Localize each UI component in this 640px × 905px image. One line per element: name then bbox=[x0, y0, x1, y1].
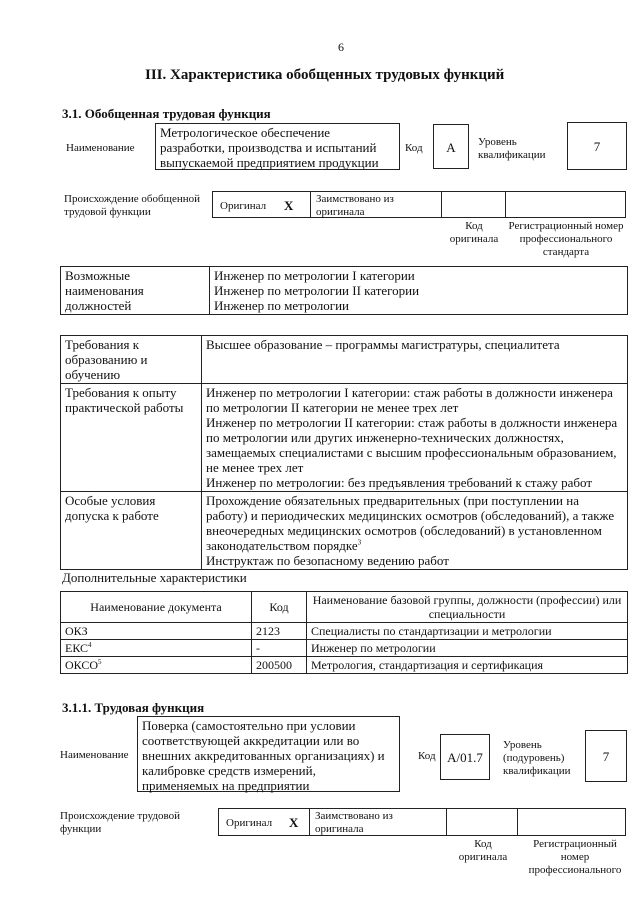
req-education-label: Требования к образованию и обучению bbox=[61, 336, 202, 384]
gtf-heading: 3.1. Обобщенная трудовая функция bbox=[62, 106, 271, 121]
additional-heading: Дополнительные характеристики bbox=[62, 570, 247, 585]
req-special-label: Особые условия допуска к работе bbox=[61, 492, 202, 570]
tf-original-label: Оригинал bbox=[226, 817, 273, 829]
gtf-name-value: Метрологическое обеспечение разработки, производства и испытаний выпускаемой предприятием продукции bbox=[155, 123, 400, 170]
position-item: Инженер по метрологии bbox=[214, 298, 350, 313]
req-special-line: Прохождение обязательных предварительных (при поступлении на работу) и периодических медицинских осмотров (обследований), а также внеочередных медицинских осмотров (обследований) в установленном законодательством порядке$^3$ bbox=[206, 493, 615, 553]
req-experience-line: Инженер по метрологии II категории: стаж работы в должности инженера по метрологии или других инженерно-технических должностях, замещаемых специалистами с высшим профессиональным образованием, не менее трех лет bbox=[206, 415, 618, 475]
page-number: 6 bbox=[338, 40, 344, 54]
tf-original-mark: X bbox=[289, 815, 299, 830]
group-name: Инженер по метрологии bbox=[307, 640, 628, 657]
tf-code-value: А/01.7 bbox=[440, 734, 490, 780]
tf-level-value: 7 bbox=[585, 730, 627, 782]
additional-header-code: Код bbox=[252, 592, 307, 623]
tf-level-label: Уровень (подуровень) квалификации bbox=[503, 739, 571, 777]
doc-code: 200500 bbox=[252, 657, 307, 674]
table-row: ЕКС$^4$ - Инженер по метрологии bbox=[61, 640, 628, 657]
req-experience-line: Инженер по метрологии I категории: стаж работы в должности инженера по метрологии II категории не менее трех лет bbox=[206, 385, 613, 415]
tf-origin-label: Происхождение трудовой функции bbox=[60, 810, 181, 835]
doc-name: ОКСО bbox=[65, 658, 99, 672]
position-item: Инженер по метрологии I категории bbox=[214, 268, 415, 283]
gtf-level-label: Уровень квалификации bbox=[478, 136, 546, 161]
gtf-level-value: 7 bbox=[567, 122, 627, 170]
doc-name: ОКЗ bbox=[65, 624, 88, 638]
gtf-code-label: Код bbox=[405, 142, 423, 154]
section-title: III. Характеристика обобщенных трудовых функций bbox=[145, 67, 505, 83]
requirements-table bbox=[60, 335, 628, 570]
gtf-borrowed-label: Заимствовано из оригинала bbox=[316, 193, 394, 218]
tf-name-value: Поверка (самостоятельно при условии соответствующей аккредитации или во внешних аккредитованных организациях) и калибровке средств измерений, применяемых на предприятии bbox=[137, 716, 400, 792]
footnote-marker: 3 bbox=[357, 538, 362, 547]
tf-code-label: Код bbox=[418, 750, 436, 762]
positions-table bbox=[60, 266, 628, 315]
gtf-original-label: Оригинал bbox=[220, 200, 267, 212]
req-experience-line: Инженер по метрологии: без предъявления требований к стажу работ bbox=[206, 475, 593, 490]
group-name: Метрология, стандартизация и сертификация bbox=[307, 657, 628, 674]
doc-code: 2123 bbox=[252, 623, 307, 640]
gtf-code-original-caption: Код оригинала bbox=[449, 220, 499, 245]
gtf-code-value: А bbox=[433, 124, 469, 169]
group-name: Специалисты по стандартизации и метрологии bbox=[307, 623, 628, 640]
req-education-text: Высшее образование – программы магистратуры, специалитета bbox=[206, 337, 560, 352]
additional-header-name: Наименование базовой группы, должности (профессии) или специальности bbox=[307, 592, 628, 623]
tf-name-label: Наименование bbox=[60, 749, 129, 761]
doc-code: - bbox=[252, 640, 307, 657]
gtf-name-label: Наименование bbox=[66, 142, 135, 154]
gtf-origin-label: Происхождение обобщенной трудовой функции bbox=[64, 193, 201, 218]
tf-heading: 3.1.1. Трудовая функция bbox=[62, 700, 205, 715]
req-special-line: Инструктаж по безопасному ведению работ bbox=[206, 553, 449, 568]
additional-table bbox=[60, 591, 628, 674]
doc-name: ЕКС bbox=[65, 641, 89, 655]
table-row: ОКСО$^5$ 200500 Метрология, стандартизация и сертификация bbox=[61, 657, 628, 674]
tf-borrowed-label: Заимствовано из оригинала bbox=[315, 810, 393, 835]
position-item: Инженер по метрологии II категории bbox=[214, 283, 420, 298]
gtf-reg-number-caption: Регистрационный номер профессионального стандарта bbox=[508, 220, 624, 258]
positions-label: Возможные наименования должностей bbox=[61, 267, 210, 315]
additional-header-doc: Наименование документа bbox=[61, 592, 252, 623]
tf-code-original-caption: Код оригинала bbox=[458, 838, 508, 863]
tf-reg-number-caption: Регистрационный номер профессионального bbox=[528, 838, 622, 876]
req-experience-label: Требования к опыту практической работы bbox=[61, 384, 202, 492]
gtf-original-mark: X bbox=[284, 198, 294, 213]
table-row bbox=[61, 623, 628, 640]
